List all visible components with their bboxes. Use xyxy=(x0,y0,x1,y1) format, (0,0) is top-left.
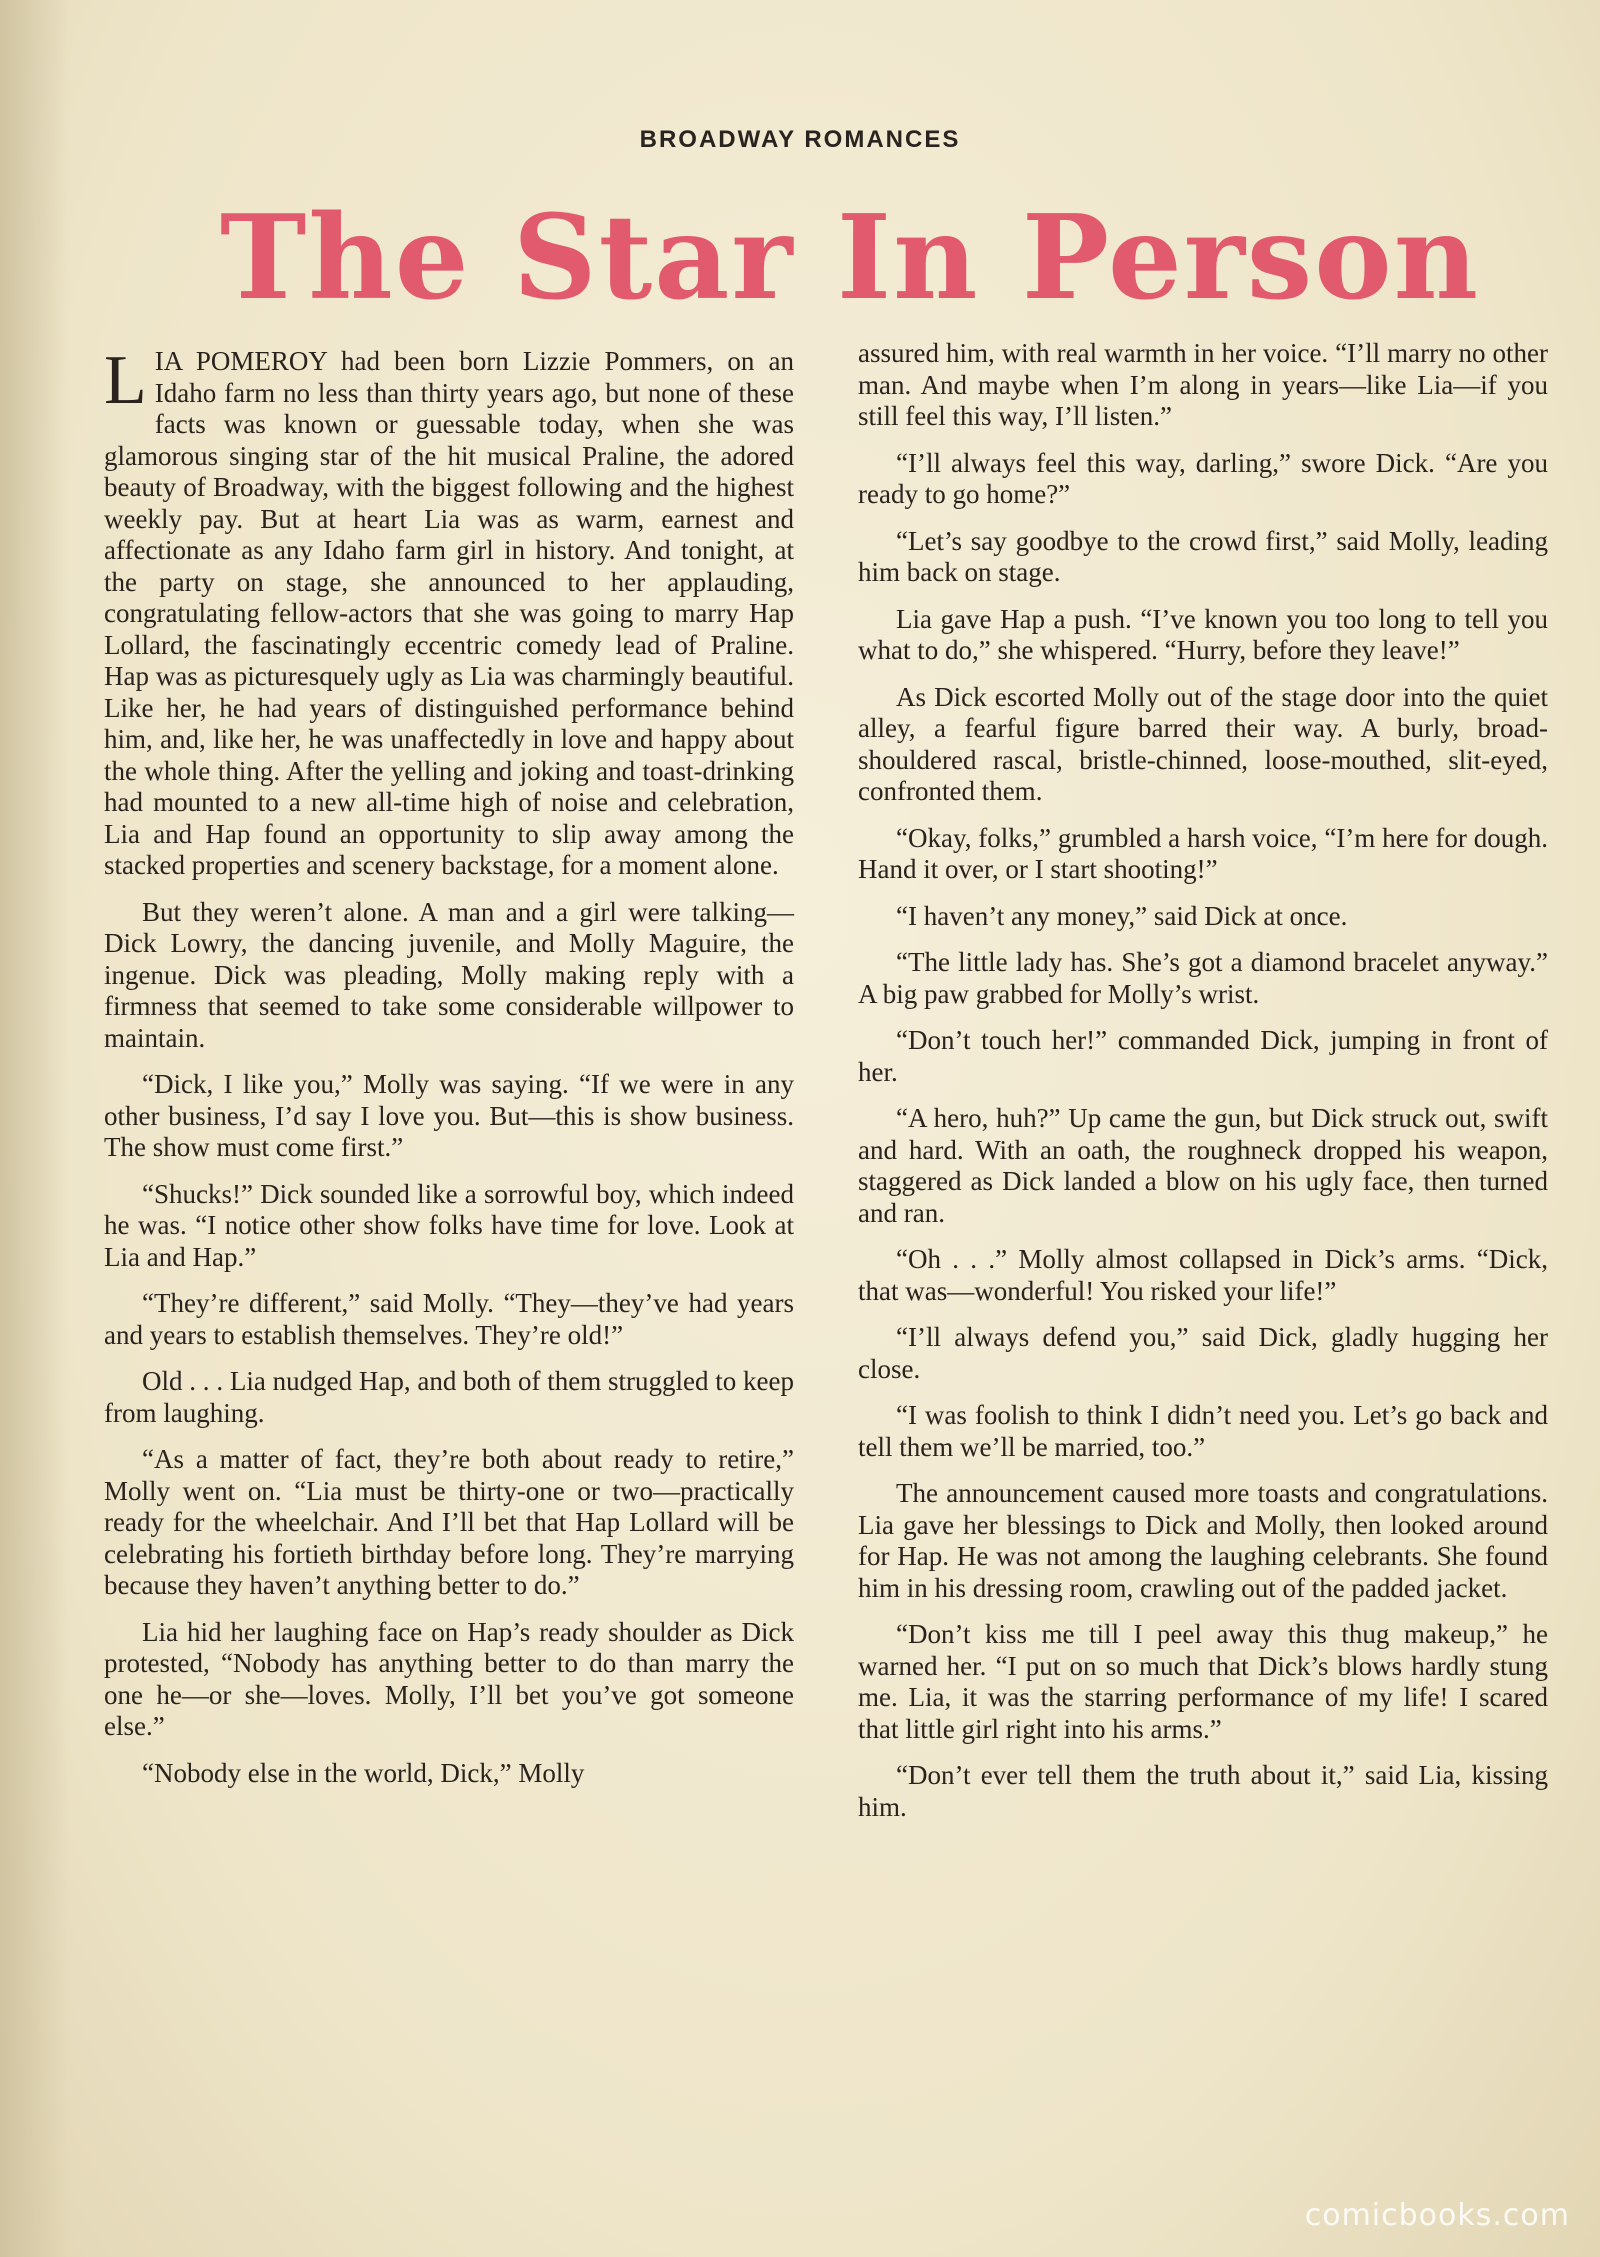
paragraph: “As a matter of fact, they’re both about ready to retire,” Molly went on. “Lia must be thirty-one or two—practically ready for the wheelchair. And I’ll bet that Hap Lollard will be celebrating his fortieth birthday before long. They’re marrying because they haven’t anything better to do.” xyxy=(104,1444,794,1600)
story-title: The Star In Person xyxy=(220,190,1480,326)
paragraph: “Don’t ever tell them the truth about it,” said Lia, kissing him. xyxy=(858,1760,1548,1822)
paragraph: “Shucks!” Dick sounded like a sorrowful boy, which indeed he was. “I notice other show folks have time for love. Look at Lia and Hap.” xyxy=(104,1178,794,1272)
text-column-left xyxy=(104,342,794,1804)
paragraph: “I’ll always feel this way, darling,” swore Dick. “Are you ready to go home?” xyxy=(858,447,1548,509)
paragraph: Lia hid her laughing face on Hap’s ready shoulder as Dick protested, “Nobody has anything better to do than marry the one he—or she—loves. Molly, I’ll bet you’ve got someone else.” xyxy=(104,1616,794,1741)
paragraph: But they weren’t alone. A man and a girl were talking—Dick Lowry, the dancing juvenile, and Molly Maguire, the ingenue. Dick was pleading, Molly making reply with a firmness that seemed to take some considerable willpower to maintain. xyxy=(104,896,794,1053)
page-edge-shadow xyxy=(0,0,70,2257)
paragraph: “Don’t touch her!” commanded Dick, jumping in front of her. xyxy=(858,1025,1548,1087)
paragraph: “Let’s say goodbye to the crowd first,” said Molly, leading him back on stage. xyxy=(858,525,1548,587)
paragraph-text: IA POMEROY had been born Lizzie Pommers, on an Idaho farm no less than thirty years ago, but none of these facts was known or guessable today, when she was glamorous singing star of the hit musical Praline, the adored beauty of Broadway, with the biggest following and the highest weekly pay. But at heart Lia was as warm, earnest and affectionate as any Idaho farm girl in history. And tonight, at the party on stage, she announced to her applauding, congratulating fellow-actors that she was going to marry Hap Lollard, the fascinatingly eccentric comedy lead of Praline. Hap was as picturesquely ugly as Lia was charmingly beautiful. Like her, he had years of distinguished performance behind him, and, like her, he was unaffectedly in love and happy about the whole thing. After the yelling and joking and toast-drinking had mounted to a new all-time high of noise and celebration, Lia and Hap found an opportunity to slip away among the stacked properties and scenery backstage, for a moment alone. xyxy=(104,346,794,880)
paragraph: “I’ll always defend you,” said Dick, gladly hugging her close. xyxy=(858,1322,1548,1384)
paragraph: “Nobody else in the world, Dick,” Molly xyxy=(142,1757,585,1788)
paragraph: Lia gave Hap a push. “I’ve known you too long to tell you what to do,” she whispered. “Hurry, before they leave!” xyxy=(858,603,1548,665)
site-watermark: comicbooks.com xyxy=(1304,2198,1570,2233)
paragraph: “I haven’t any money,” said Dick at once. xyxy=(896,900,1348,931)
paragraph: As Dick escorted Molly out of the stage door into the quiet alley, a fearful figure barred their way. A burly, broad-shouldered rascal, bristle-chinned, loose-mouthed, slit-eyed, confronted them. xyxy=(858,681,1548,806)
text-column-right xyxy=(858,338,1548,1838)
drop-cap: L xyxy=(104,342,147,419)
paragraph: “They’re different,” said Molly. “They—they’ve had years and years to establish themselves. They’re old!” xyxy=(104,1288,794,1350)
paragraph: “I was foolish to think I didn’t need you. Let’s go back and tell them we’ll be married, too.” xyxy=(858,1400,1548,1462)
paragraph: “Dick, I like you,” Molly was saying. “If we were in any other business, I’d say I love you. But—this is show business. The show must come first.” xyxy=(104,1069,794,1162)
paragraph-opening xyxy=(104,342,794,882)
paragraph: “Okay, folks,” grumbled a harsh voice, “I’m here for dough. Hand it over, or I start shooting!” xyxy=(858,822,1548,884)
paragraph: “The little lady has. She’s got a diamond bracelet anyway.” A big paw grabbed for Molly’s wrist. xyxy=(858,947,1548,1009)
magazine-header: BROADWAY ROMANCES xyxy=(639,126,961,153)
paragraph: The announcement caused more toasts and congratulations. Lia gave her blessings to Dick and Molly, then looked around for Hap. He was not among the laughing celebrants. She found him in his dressing room, crawling out of the padded jacket. xyxy=(858,1478,1548,1603)
paragraph: “Don’t kiss me till I peel away this thug makeup,” he warned her. “I put on so much that Dick’s blows hardly stung me. Lia, it was the starring performance of my life! I scared that little girl right into his arms.” xyxy=(858,1619,1548,1744)
paragraph-continued: assured him, with real warmth in her voice. “I’ll marry no other man. And maybe when I’m along in years—like Lia—if you still feel this way, I’ll listen.” xyxy=(858,338,1548,431)
paragraph: “A hero, huh?” Up came the gun, but Dick struck out, swift and hard. With an oath, the roughneck dropped his weapon, staggered as Dick landed a blow on his ugly face, then turned and ran. xyxy=(858,1103,1548,1228)
paragraph: “Oh . . .” Molly almost collapsed in Dick’s arms. “Dick, that was—wonderful! You risked your life!” xyxy=(858,1244,1548,1306)
paragraph: Old . . . Lia nudged Hap, and both of them struggled to keep from laughing. xyxy=(104,1366,794,1428)
